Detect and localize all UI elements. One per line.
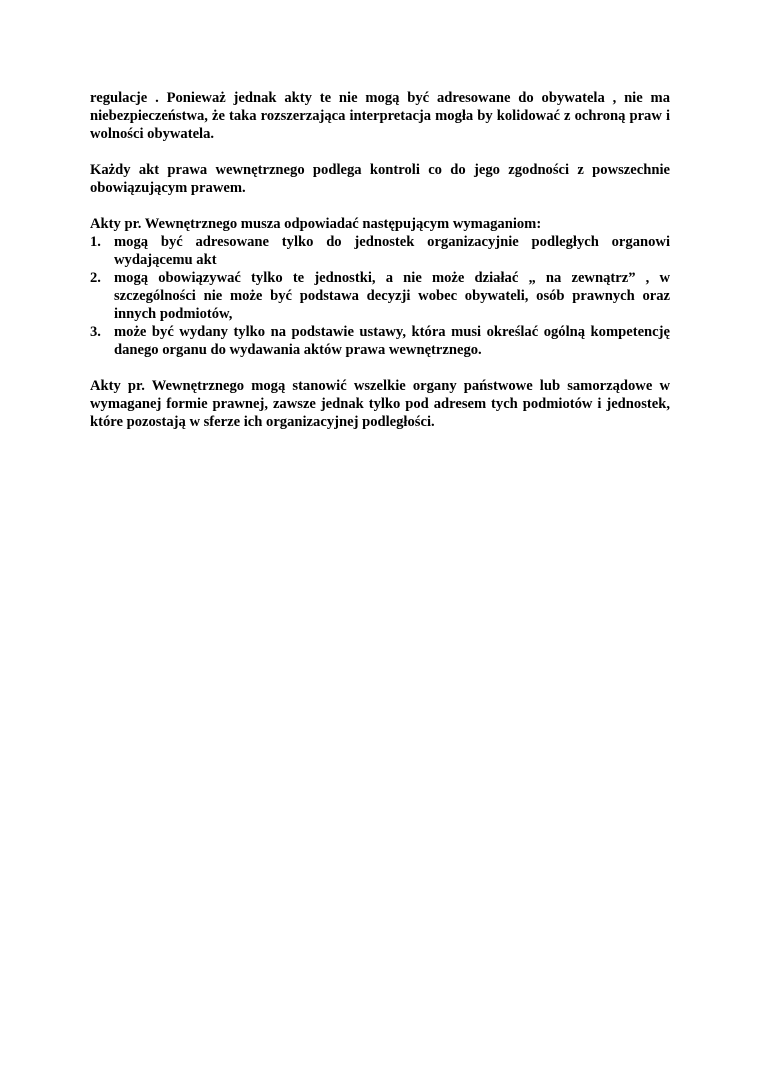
- list-item-number: 3.: [90, 324, 101, 340]
- requirements-list: [90, 233, 670, 359]
- list-item-text: mogą być adresowane tylko do jednostek organizacyjnie podległych organowi wydającemu akt: [114, 234, 670, 268]
- document-page: [90, 89, 670, 431]
- paragraph-organy: Akty pr. Wewnętrznego mogą stanowić wszelkie organy państwowe lub samorządowe w wymaganej formie prawnej, zawsze jednak tylko pod adresem tych podmiotów i jednostek, które pozostają w sferze ich organizacyjnej podległości.: [90, 378, 670, 430]
- spacer: [90, 359, 670, 377]
- list-intro: Akty pr. Wewnętrznego musza odpowiadać następującym wymaganiom:: [90, 216, 542, 232]
- spacer: [90, 197, 670, 215]
- paragraph-kontrola: Każdy akt prawa wewnętrznego podlega kontroli co do jego zgodności z powszechnie obowiązującym prawem.: [90, 162, 670, 196]
- list-item-text: mogą obowiązywać tylko te jednostki, a nie może działać „ na zewnątrz” , w szczególności nie może być podstawa decyzji wobec obywateli, osób prawnych oraz innych podmiotów,: [114, 270, 670, 322]
- list-item-text: może być wydany tylko na podstawie ustawy, która musi określać ogólną kompetencję danego organu do wydawania aktów prawa wewnętrznego.: [114, 324, 670, 358]
- list-item-number: 1.: [90, 234, 101, 250]
- list-item: [90, 269, 670, 323]
- list-item-number: 2.: [90, 270, 101, 286]
- list-item: [90, 233, 670, 269]
- spacer: [90, 143, 670, 161]
- paragraph-regulacje: regulacje . Ponieważ jednak akty te nie mogą być adresowane do obywatela , nie ma niebezpieczeństwa, że taka rozszerzająca interpretacja mogła by kolidować z ochroną praw i wolności obywatela.: [90, 90, 670, 142]
- list-item: [90, 323, 670, 359]
